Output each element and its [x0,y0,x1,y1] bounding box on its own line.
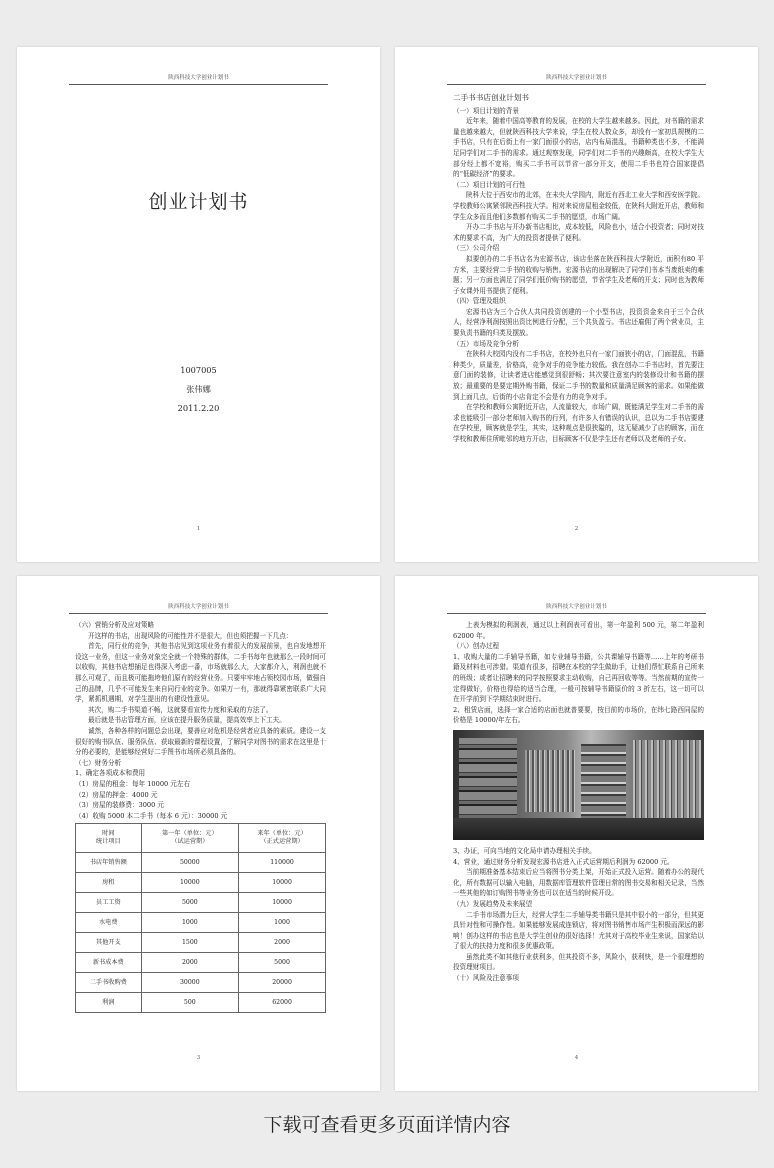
page-header: 陕西科技大学创业计划书 [69,75,328,85]
paragraph: 最后就是书店管理方面，应该在提升服务质量，提高效率上下工夫。 [88,716,286,725]
paragraph: 其次，购二手书渠道不畅，这就要看宣传力度和采取的方法了。 [88,705,273,714]
paragraph: 开这样的书店，出现风险的可能性并不是很大，但也须把握一下几点： [88,631,293,640]
page-2 [395,47,758,562]
paragraph: 拟要创办的二手书店名为宏源书店，该店坐落在陕西科技大学附近，面积有80 平方米，主要经营二手书的收购与销售。宏源书店的出现解决了同学们书本当废纸卖的难题；另一方面也满足了同学们低价购书的愿望，节省学生及老师的开支；同时也为教师子女课外用书提供了便利。 [453,254,704,295]
table-header-cell: 第一年（单位：元） （试运营期） [141,824,239,853]
table-cell: 1500 [141,933,239,953]
page-number: 2 [574,526,579,532]
table-cell: 其他开支 [76,933,142,953]
section-heading: （七）财务分析 [75,758,122,767]
table-cell: 62000 [239,993,326,1013]
paragraph: 宏源书店为三个合伙人共同投资创建的一个小型书店，投资资金来自于三个合伙人，经营净利润按照出资比例进行分配，三个共负盈亏。书店还雇佣了两个营业员，主要负责书籍的归类及摆放。 [453,307,704,338]
table-header-cell: 来年（单位：元） （正式运营期） [239,824,326,853]
section-heading: （八）创办过程 [453,642,500,651]
table-row [76,873,326,893]
page-3 [17,576,380,1091]
table-cell: 二手书收购费 [76,973,142,993]
page-1 [17,47,380,562]
author-name: 张伟娜 [186,384,211,394]
table-row [76,893,326,913]
paragraph: 虽然此类不如其他行业获利多，但其投资不多，风险小，获利快，是一个很理想的投资理财项目。 [453,952,704,972]
section-heading: （2）房屋的押金：4000 元 [75,790,158,799]
section-heading: （1）房屋的租金：每年 10000 元左右 [75,779,191,788]
section-heading: 2、租赁店面，选择一家合适的店面也就普要要，按目前的市场价，在纬七路西同屋的价格是 10000/年左右。 [453,705,704,725]
section-heading: 1、收购大量的二手辅导书籍，如专业辅导书籍，公共课辅导书籍等……上年的考研书籍及材料也可涉猎。渠道有很多，招聘在本校的学生做助手，让他们帮忙联系自己所来的班级；或者让招聘来的同学按照要求主动收购，自己再回收等等。当然前期的宣传一定得做好，价格也得给的适当合理，一般可按辅导书籍原价的 3 折左右，这一切可以在开学前到下学期结束时进行。 [453,652,704,704]
paragraph: 陕科大位于西安市的北郊，在未央大学园内，附近有西北工业大学和西安医学院。学校教师公寓紧邻陕西科技大学。相对来说房屋租金较低，在陕科大附近开店，教师和学生众多而且他们多数都有购买二手书的愿望，市场广阔。 [453,191,704,221]
paragraph: 二手书市场潜力巨大，经营大学生二手辅导类书籍只是其中很小的一部分，但其更具针对性和可操作性。如果能够发展成连锁店，将对图书销售市场产生积极而深远的影响！创办这样的书店也是大学生创业的很好选择！尤其对于高校毕业生来说，国家给以了很大的扶持力度和很多优惠政策。 [453,910,704,951]
section-heading: （3）房屋的装修费：3000 元 [75,801,165,810]
table-cell: 书店年销售额 [76,853,142,873]
page-4 [395,576,758,1091]
bookstore-photo [453,730,704,840]
section-heading: （六）营销分析及应对策略 [75,621,155,629]
table-cell: 新书成本费 [76,953,142,973]
document-date: 2011.2.20 [177,403,220,413]
page-body [453,620,704,984]
table-header-cell: 时间 统计项目 [76,824,142,853]
table-cell: 10000 [141,873,239,893]
table-cell: 110000 [239,853,326,873]
table-cell: 30000 [141,973,239,993]
table-cell: 5000 [239,953,326,973]
table-cell: 员工工资 [76,893,142,913]
table-cell: 水电费 [76,913,142,933]
finance-table [75,823,326,1013]
section-heading: （九）发展趋势及未来展望 [453,899,533,908]
table-cell: 20000 [239,973,326,993]
table-row [76,953,326,973]
page-body [453,93,704,445]
table-cell: 5000 [141,893,239,913]
download-caption: 下载可查看更多页面详情内容 [263,1114,511,1136]
paragraph: 开办二手书店与开办新书店相比，成本较低，风险也小，适合小投资者；同时对技术的要求不高，为广大的投资者提供了便利。 [453,223,704,242]
paragraph-list [453,846,704,984]
table-row [76,973,326,993]
cover-title: 创业计划书 [148,191,249,213]
paragraph: 当前期准备基本结束后应当将图书分类上架，开始正式投入运营。随着办公的现代化，所有数据可以输入电脑，用数据库管理软件管理日常的图书交易和相关记录，当然一些其他的如订购图书等业务也可以在适当的时候开设。 [453,868,704,898]
page-number: 1 [196,526,201,532]
table-header-row [76,824,326,853]
section-heading: （4）收购 5000 本二手书（每本 6 元）：30000 元 [75,811,228,820]
table-row [76,933,326,953]
paragraph-list [75,620,326,821]
paragraph: 在学校和教师公寓附近开店，人流量较大，市场广阔，既能满足学生对二手书的需求也能吸引一部分老师加入购书的行列，有许多人有错误的认识，总以为二手书店要建在学校里，顾客就是学生，其实，这种观点是很狭隘的，这无疑减少了店的顾客，而在学校和教师住所毗邻的地方开店，目标顾客不仅是学生还有老师以及老师的子女。 [453,403,704,443]
table-cell: 50000 [141,853,239,873]
table-cell: 利润 [76,993,142,1013]
table-cell: 500 [141,993,239,1013]
section-heading: （五）市场及竞争分析 [453,339,519,348]
page-number: 3 [196,1055,201,1061]
table-cell: 10000 [239,893,326,913]
section-heading: （二）项目计划的可行性 [453,180,526,189]
paragraph-list [453,620,704,726]
table-row [76,853,326,873]
table-cell: 10000 [239,873,326,893]
table-cell: 房租 [76,873,142,893]
table-row [76,993,326,1013]
table-cell: 1000 [239,913,326,933]
page-body [75,620,326,1013]
paragraph-list [453,106,704,445]
section-heading: 4、营业，通过财务分析发现宏源书店进入正式运营期后利润为 62000 元。 [453,857,674,866]
page-header: 陕西科技大学创业计划书 [447,75,706,85]
table-cell: 2000 [141,953,239,973]
paragraph: 诚然，各种各样的问题总会出现，要善应对危机是经营者应具备的素质。建设一支很好的购书队伍、服务队伍、获取最新的课程设置，了解同学对图书的需求在这里是十分的必要的，是能够经营好二手图书市场所必须具备的。 [75,726,326,757]
paragraph: 在陕科大校园内没有二手书店，在校外也只有一家门面狭小的店，门面混乱，书籍种类少，质量差，价格高，竞争对手的竞争能力较低。我在创办二手书店时，首先要注意门面的装修，让读者进店能感觉到很舒畅；其次要注意室内的装修设计和书籍的摆放；最重要的是要定期外购书籍，保证二手书的数量和质量满足顾客的需求。如果能做到上面几点，后街的小店肯定不会是有力的竞争对手。 [453,350,704,401]
section-heading: （四）管理及组织 [453,297,506,306]
section-title: 二手书书店创业计划书 [453,93,529,102]
page-header: 陕西科技大学创业计划书 [447,604,706,614]
table-cell: 2000 [239,933,326,953]
section-heading: 1、确定各项成本和费用 [75,769,146,778]
paragraph: 首先，同行业的竞争，其他书店见到这项业务有着很大的发展前景，也自发地想开设这一业务，但这一业务对象完全就一个特殊的群体，二手书每年也就那么一段时间可以收购，其他书店想插足也得深入考虑一番，市场就那么大，大家都介入，利润也就不那么可观了，而且极可能拖垮他们原有的经营业务。只要牢牢地占领校园市场，做强自己的品牌，几乎不可能发生来自同行业的竞争。如果万一有，那就得靠紧密联系广大同学，紧抓机遇期，对学生提出的有建设性意见。 [75,642,326,704]
page-number: 4 [574,1055,579,1061]
table-cell: 1000 [141,913,239,933]
section-heading: （十）风险及注意事项 [453,974,519,983]
table-row [76,913,326,933]
page-header: 陕西科技大学创业计划书 [69,604,328,614]
student-id: 1007005 [180,365,217,375]
section-heading: （一）项目计划的背景 [453,106,519,115]
paragraph: 近年来，随着中国高等教育的发展，在校的大学生越来越多。因此，对书籍的需求量也越来越大，但就陕西科技大学来说，学生在校人数众多，却没有一家初具规模的二手书店，只有在后街上有一家门面很小的店，店内布局混乱，书籍种类也不多，不能满足同学们对二手书的需求。通过观察发现，同学们对二手书的兴趣颇高，在校大学生大部分经上都不宽裕，购买二手书可以节省一部分开支，使用二手书也符合国家提倡的“低碳经济”的要求。 [453,117,704,179]
section-heading: 3、办证，可向当地的文化局申请办理相关手续。 [453,846,596,855]
section-heading: （三）公司介绍 [453,244,500,253]
paragraph: 上表为模拟的利润表，通过以上利润表可看出，第一年盈利 500 元，第二年盈利 62000 年。 [453,621,704,640]
